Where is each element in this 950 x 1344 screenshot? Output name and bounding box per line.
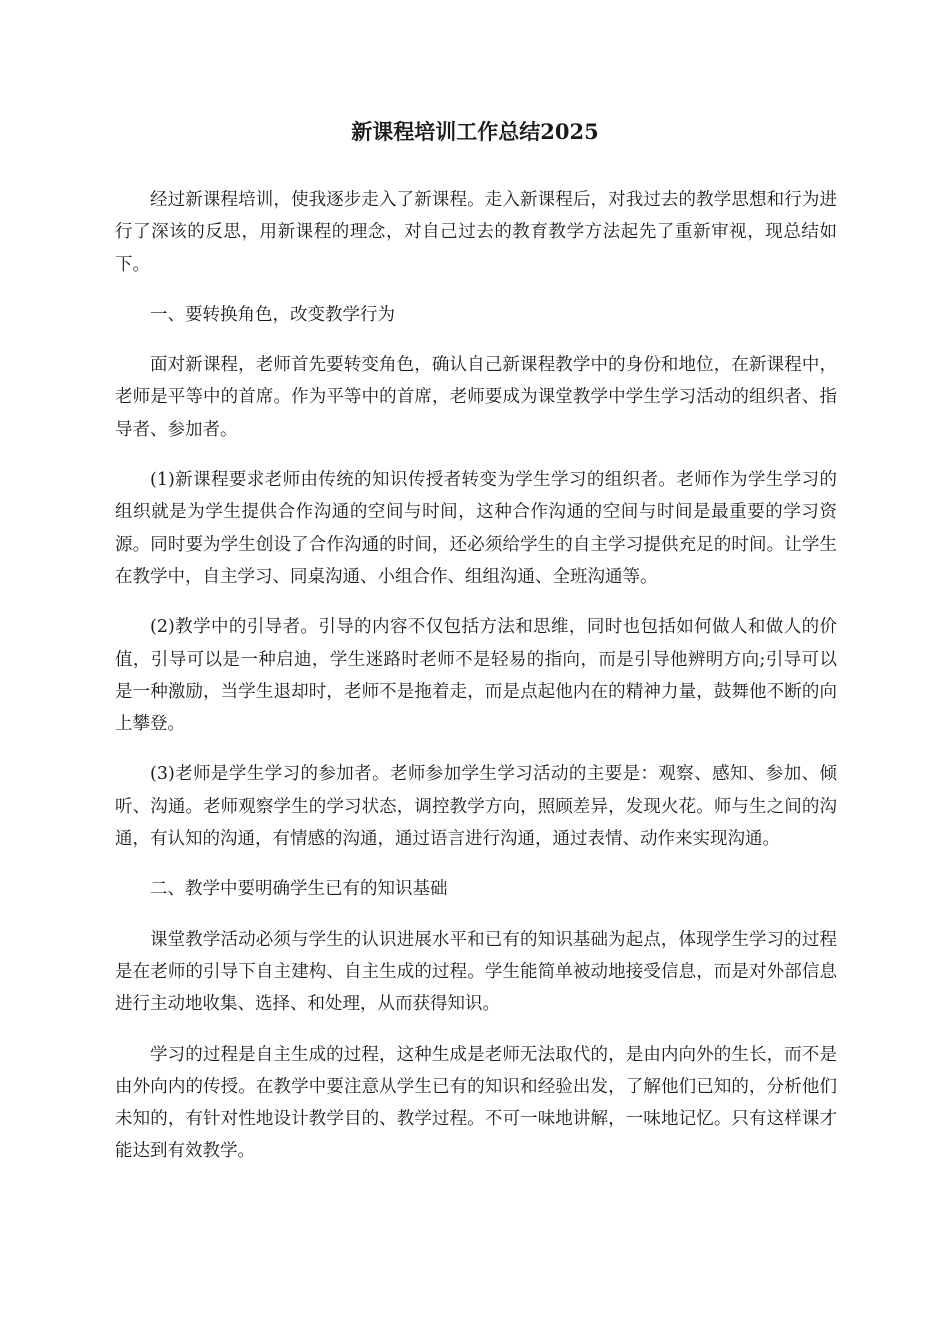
paragraph: (1)新课程要求老师由传统的知识传授者转变为学生学习的组织者。老师作为学生学习的组织就是为学生提供合作沟通的空间与时间，这种合作沟通的空间与时间是最重要的学习资源。同时要为学生创设了合作沟通的时间，还必须给学生的自主学习提供充足的时间。让学生在教学中，自主学习、同桌沟通、小组合作、组组沟通、全班沟通等。 (115, 470, 837, 587)
paragraph: (2)教学中的引导者。引导的内容不仅包括方法和思维，同时也包括如何做人和做人的价值，引导可以是一种启迪，学生迷路时老师不是轻易的指向，而是引导他辨明方向;引导可以是一种激励，当学生退却时，老师不是拖着走，而是点起他内在的精神力量，鼓舞他不断的向上攀登。 (115, 617, 837, 735)
paragraph-intro: 经过新课程培训，使我逐步走入了新课程。走入新课程后，对我过去的教学思想和行为进行了深该的反思，用新课程的理念，对自己过去的教育教学方法起先了重新审视，现总结如下。 (115, 190, 837, 275)
document-title: 新课程培训工作总结2025 (351, 119, 599, 144)
paragraph: (3)老师是学生学习的参加者。老师参加学生学习活动的主要是：观察、感知、参加、倾听、沟通。老师观察学生的学习状态，调控教学方向，照顾差异，发现火花。师与生之间的沟通，有认知的沟通，有情感的沟通，通过语言进行沟通，通过表情、动作来实现沟通。 (115, 764, 837, 850)
section-heading-1: 一、要转换角色，改变教学行为 (150, 304, 395, 325)
section-heading-2: 二、教学中要明确学生已有的知识基础 (150, 879, 448, 900)
paragraph: 学习的过程是自主生成的过程，这种生成是老师无法取代的，是由内向外的生长，而不是由外向内的传授。在教学中要注意从学生已有的知识和经验出发，了解他们已知的，分析他们未知的，有针对性地设计教学目的、教学过程。不可一味地讲解，一味地记忆。只有这样课才能达到有效教学。 (115, 1044, 837, 1162)
paragraph: 面对新课程，老师首先要转变角色，确认自己新课程教学中的身份和地位，在新课程中，老师是平等中的首席。作为平等中的首席，老师要成为课堂教学中学生学习活动的组织者、指导者、参加者。 (115, 355, 837, 440)
paragraph: 课堂教学活动必须与学生的认识进展水平和已有的知识基础为起点，体现学生学习的过程是在老师的引导下自主建构、自主生成的过程。学生能简单被动地接受信息，而是对外部信息进行主动地收集、选择、和处理，从而获得知识。 (115, 929, 837, 1015)
document-body (115, 184, 837, 1186)
